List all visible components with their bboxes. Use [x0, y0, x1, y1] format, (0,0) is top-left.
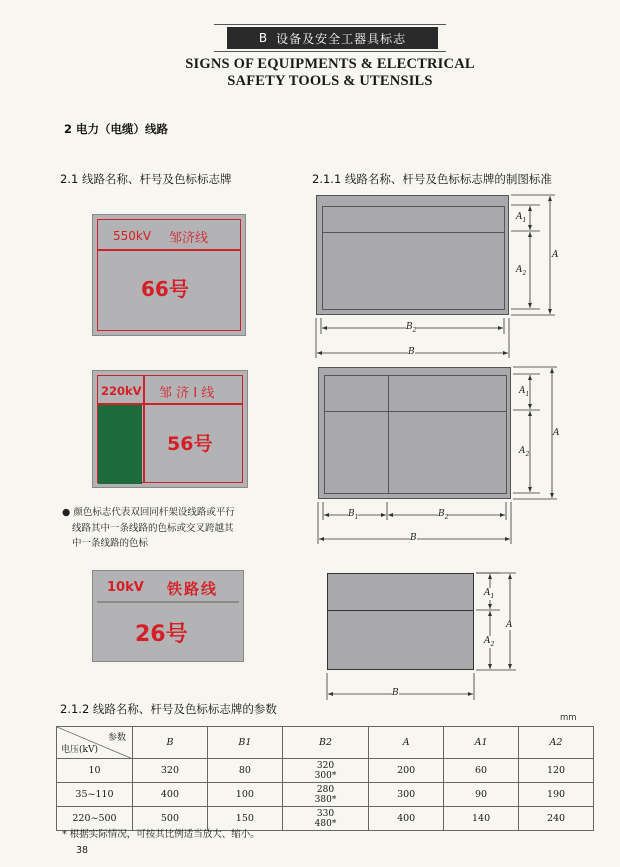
section-title: 2 电力（电缆）线路 [64, 122, 169, 136]
cell-b2-value: 330 [316, 808, 335, 819]
dim-a2-sub: 2 [490, 640, 495, 648]
cell-voltage: 35~110 [57, 783, 133, 807]
dim-a2-sub: 2 [525, 450, 530, 458]
note-line-1 [62, 505, 272, 521]
drawing-vertical-divider [388, 375, 389, 494]
subsection-parameters: 2.1.2 线路名称、杆号及色标标志牌的参数 [60, 702, 277, 716]
note-text: 颜色标志代表双回同杆架设线路或平行 [73, 507, 235, 518]
cell-a1: 60 [444, 759, 519, 783]
header-voltage: 电压(kV) [61, 745, 98, 755]
sign-line-name: 铁路线 [167, 580, 219, 598]
dim-a1-sub: 1 [522, 216, 527, 224]
sign-voltage: 550kV [113, 229, 152, 243]
table-header-row [57, 727, 594, 759]
col-header-b1: B1 [207, 727, 282, 759]
cell-b2-alt: 480* [314, 818, 337, 829]
dim-label-a: A [506, 620, 513, 630]
cell-b: 500 [133, 807, 208, 831]
dim-label-a: A [553, 428, 560, 438]
dim-label-b2 [438, 509, 448, 521]
dim-b2-letter: B [406, 322, 413, 332]
footnote: * 根据实际情况，可按其比例适当放大、缩小。 [62, 829, 260, 840]
dim-label-b1 [348, 509, 358, 521]
dim-b1-letter: B [348, 509, 355, 519]
dim-label-b2 [406, 322, 416, 334]
unit-label: mm [560, 713, 577, 723]
dim-a2-letter: A [516, 265, 523, 275]
cell-voltage: 220~500 [57, 807, 133, 831]
note-line-2: 线路其中一条线路的色标或交叉跨越其 [72, 522, 234, 534]
cell-a1: 140 [444, 807, 519, 831]
dim-label-a1 [516, 212, 526, 224]
dim-a1-letter: A [519, 386, 526, 396]
sign-divider [97, 601, 239, 603]
cell-a: 400 [369, 807, 444, 831]
cell-b1: 100 [207, 783, 282, 807]
col-header-a1: A1 [444, 727, 519, 759]
drawing-divider [322, 232, 505, 233]
cell-a1: 90 [444, 783, 519, 807]
dim-label-a2 [519, 446, 529, 458]
cell-b2-alt: 300* [314, 770, 337, 781]
header-params: 参数 [107, 733, 126, 743]
header-rule-bottom [214, 51, 446, 52]
sign-divider [97, 249, 241, 251]
dim-a1-letter: A [516, 212, 523, 222]
dim-label-a: A [552, 250, 559, 260]
cell-b2 [282, 783, 368, 807]
dim-a2-sub: 2 [522, 269, 527, 277]
cell-b1: 80 [207, 759, 282, 783]
dim-label-a1 [484, 588, 494, 600]
table-corner-header [57, 727, 133, 759]
drawing-inner-frame [322, 206, 505, 310]
header-rule-top [214, 24, 446, 25]
dim-a1-sub: 1 [490, 592, 495, 600]
col-header-b2: B2 [282, 727, 368, 759]
dim-label-b: B [392, 688, 399, 698]
sign-pole-number: 26号 [135, 622, 188, 647]
sign-550kv [92, 214, 246, 336]
dim-label-a1 [519, 386, 529, 398]
cell-b1: 150 [207, 807, 282, 831]
sign-vertical-divider [143, 375, 145, 483]
header-band [227, 27, 438, 49]
drawing-standard-1 [316, 195, 509, 315]
table-row [57, 759, 594, 783]
drawing-divider [328, 610, 473, 611]
cell-a2: 120 [519, 759, 594, 783]
drawing-inner-frame [324, 375, 507, 494]
dim-label-b: B [408, 347, 415, 357]
sign-line-name: 邹 济 I 线 [159, 386, 215, 401]
dim-label-a2 [516, 265, 526, 277]
sign-220kv [92, 370, 248, 488]
col-header-a2: A2 [519, 727, 594, 759]
sign-10kv [92, 570, 244, 662]
band-letter: B [258, 31, 269, 45]
cell-b2 [282, 759, 368, 783]
sign-pole-number: 56号 [167, 433, 213, 455]
sign-voltage: 10kV [107, 580, 144, 595]
header-english-line-2: SAFETY TOOLS & UTENSILS [227, 73, 433, 89]
cell-a: 300 [369, 783, 444, 807]
bullet-icon: ● [62, 507, 74, 518]
drawing-standard-3 [327, 573, 474, 670]
cell-a2: 190 [519, 783, 594, 807]
cell-a2: 240 [519, 807, 594, 831]
dim-label-b: B [410, 533, 417, 543]
cell-b: 400 [133, 783, 208, 807]
dim-a1-letter: A [484, 588, 491, 598]
dim-b2-sub: 2 [412, 326, 417, 334]
dim-a1-sub: 1 [525, 390, 530, 398]
band-title: 设备及安全工器具标志 [276, 31, 407, 46]
header-english-line-1: SIGNS OF EQUIPMENTS & ELECTRICAL [185, 56, 475, 72]
cell-b2-value: 280 [316, 784, 335, 795]
note-line-3: 中一条线路的色标 [72, 538, 149, 549]
color-mark-green [98, 405, 142, 484]
subsection-signs: 2.1 线路名称、杆号及色标标志牌 [60, 172, 232, 186]
subsection-drawing-standard: 2.1.1 线路名称、杆号及色标标志牌的制图标准 [312, 172, 552, 186]
dim-label-a2 [484, 636, 494, 648]
col-header-b: B [133, 727, 208, 759]
table-row [57, 783, 594, 807]
cell-b2-value: 320 [316, 760, 335, 771]
color-mark-note [62, 505, 272, 552]
cell-voltage: 10 [57, 759, 133, 783]
cell-b: 320 [133, 759, 208, 783]
cell-b2 [282, 807, 368, 831]
page-number: 38 [76, 845, 89, 856]
dim-a2-letter: A [519, 446, 526, 456]
parameters-table [56, 726, 594, 831]
dim-b1-sub: 1 [354, 513, 359, 521]
dim-b2-letter: B [438, 509, 445, 519]
sign-pole-number: 66号 [141, 277, 189, 301]
sign-voltage: 220kV [101, 384, 142, 398]
drawing-standard-2 [318, 367, 511, 499]
col-header-a: A [369, 727, 444, 759]
sign-line-name: 邹济线 [169, 231, 209, 246]
drawing-horizontal-divider [324, 411, 507, 412]
dim-a2-letter: A [484, 636, 491, 646]
cell-b2-alt: 380* [314, 794, 337, 805]
dim-b2-sub: 2 [444, 513, 449, 521]
cell-a: 200 [369, 759, 444, 783]
